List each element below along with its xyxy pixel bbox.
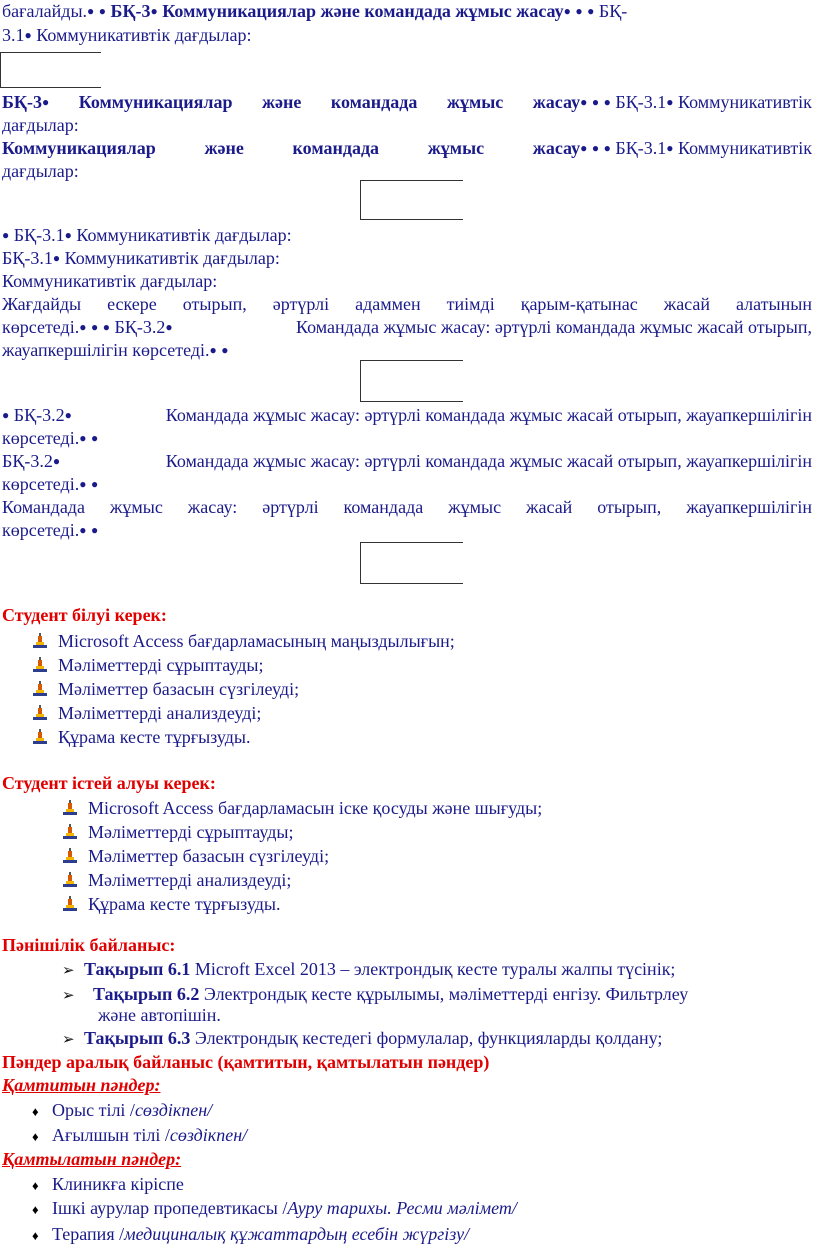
- heading-communications: Коммуникациялар және командада жұмыс жасау: [162, 1, 564, 21]
- text-assess: бағалайды.: [2, 1, 88, 21]
- text-teamwork: Командада жұмыс жасау: әртүрлі командада жұмыс жасай отырып, жауапкершілігін: [165, 451, 812, 471]
- word: Коммуникациялар: [2, 138, 156, 158]
- text-skills: Коммуникативтік дағдылар:: [76, 225, 292, 245]
- bullet-icon: ●: [41, 95, 50, 109]
- word: көрсетеді.: [2, 520, 80, 540]
- inter-sub1: Қамтитын пәндер:: [2, 1075, 161, 1095]
- subject-name: Орыс тілі /: [52, 1100, 135, 1120]
- can-text: Мәліметтерді анализдеуді;: [88, 870, 292, 890]
- bullet-icon: ●: [563, 4, 571, 18]
- can-item: [62, 869, 291, 892]
- code-bq3: БҚ-3: [110, 1, 151, 21]
- bullet-icon: ●: [580, 141, 588, 155]
- can-title: Студент істей алуы керек:: [2, 773, 216, 793]
- topic-text: Электрондық кестедегі формулалар, функцияларды қолдану;: [194, 1028, 663, 1048]
- block2-line-3: Коммуникативтік дағдылар:: [2, 271, 218, 291]
- topic-label: Тақырып 6.1: [84, 959, 191, 979]
- word: Коммуникативтік: [678, 138, 812, 158]
- pushpin-icon: [62, 848, 78, 864]
- bullet-icon: ●: [2, 228, 10, 242]
- bullet-icon: ●: [98, 4, 107, 18]
- block2-line-5: [2, 316, 812, 339]
- bullet-icon: ●: [90, 477, 99, 491]
- can-text: Microsoft Access бағдарламасын іске қосуды және шығуды;: [88, 798, 543, 818]
- text-teamwork: Командада жұмыс жасау: әртүрлі командада жұмыс жасай отырып,: [296, 317, 812, 337]
- know-item: [32, 726, 251, 749]
- subject-name: Клиникға кіріспе: [52, 1174, 184, 1194]
- block2-line-6: [2, 339, 812, 362]
- can-item: [62, 845, 329, 868]
- bullet-icon: ●: [580, 95, 588, 109]
- bullet-icon: ●: [666, 95, 674, 109]
- bullet-icon: ●: [64, 408, 72, 422]
- intra-topic-3: [62, 1027, 662, 1052]
- block3-line-6: [2, 519, 812, 542]
- know-title: Студент білуі керек:: [2, 605, 167, 625]
- bullet-icon: ●: [591, 95, 600, 109]
- bullet-icon: ●: [603, 141, 611, 155]
- topic-text: Microft Excel 2013 – электрондық кесте туралы жалпы түсінік;: [194, 959, 676, 979]
- know-item: [32, 630, 455, 653]
- bullet-icon: ●: [165, 320, 173, 334]
- diamond-icon: ♦: [32, 1228, 39, 1243]
- code-bq: БҚ-: [598, 1, 628, 21]
- block3-line-2: [2, 427, 812, 450]
- diamond-icon: ♦: [32, 1129, 39, 1144]
- can-item: [62, 893, 281, 916]
- block1-line-2: дағдылар:: [2, 115, 79, 135]
- word: жұмыс: [446, 92, 504, 112]
- bullet-icon: ●: [666, 141, 674, 155]
- bullet-icon: ●: [79, 477, 87, 491]
- bullet-icon: ●: [603, 95, 611, 109]
- code-31: БҚ-3.1: [615, 138, 667, 158]
- text-skills: Коммуникативтік дағдылар:: [36, 25, 252, 45]
- pushpin-icon: [32, 681, 48, 697]
- intra-topic-1: [62, 958, 675, 983]
- inter-item: [32, 1197, 517, 1221]
- word: жасау: [532, 138, 581, 158]
- block2-line-4: Жағдайды ескере отырып, әртүрлі адаммен тиімді қарым-қатынас жасай алатынын: [2, 294, 812, 314]
- arrow-icon: ➢: [62, 963, 75, 979]
- block2-line-2: [2, 247, 812, 270]
- diamond-icon: ♦: [32, 1104, 39, 1119]
- bullet-icon: ●: [52, 251, 61, 265]
- know-item: [32, 678, 299, 701]
- block3-line-4: [2, 473, 812, 496]
- intra-title: Пәнішілік байланыс:: [2, 935, 176, 955]
- subject-note: Ауру тарихы. Ресми мәлімет/: [287, 1198, 517, 1218]
- topic-text: Электрондық кесте құрылымы, мәліметтерді енгізу. Фильтрлеу: [203, 984, 689, 1004]
- block1-line-1: [2, 91, 812, 114]
- code-32: БҚ-3.2: [114, 317, 166, 337]
- empty-box: [360, 360, 463, 402]
- pushpin-icon: [32, 729, 48, 745]
- subject-name: Ағылшын тілі /: [52, 1125, 170, 1145]
- know-item: [32, 654, 264, 677]
- arrow-icon: ➢: [62, 1032, 75, 1048]
- pushpin-icon: [32, 657, 48, 673]
- bullet-icon: ●: [150, 4, 158, 18]
- topic-label: Тақырып 6.2: [93, 984, 200, 1004]
- inter-item: [32, 1173, 184, 1197]
- block1-line-4: дағдылар:: [2, 161, 79, 181]
- text-skills: Коммуникативтік дағдылар:: [64, 248, 280, 268]
- bullet-icon: ●: [90, 431, 99, 445]
- pushpin-icon: [62, 800, 78, 816]
- know-text: Мәліметтерді анализдеуді;: [58, 703, 262, 723]
- word: командада: [330, 92, 418, 112]
- block3-line-3: [2, 450, 812, 473]
- code-bq3: БҚ-3: [2, 92, 42, 112]
- can-item: [62, 797, 542, 820]
- subject-note: медициналық құжаттардың есебін жүргізу/: [124, 1224, 470, 1244]
- topic-text-cont: және автопішін.: [98, 1005, 221, 1025]
- bullet-icon: ●: [591, 141, 600, 155]
- word: жұмыс: [427, 138, 485, 158]
- can-text: Мәліметтер базасын сүзгілеуді;: [88, 846, 330, 866]
- know-text: Microsoft Access бағдарламасының маңыздылығын;: [58, 631, 455, 651]
- empty-box: [360, 542, 463, 584]
- bullet-icon: ●: [24, 28, 32, 42]
- word: және: [261, 92, 302, 112]
- word: Коммуникациялар: [78, 92, 233, 112]
- arrow-icon: ➢: [62, 988, 75, 1004]
- word: көрсетеді.: [2, 428, 80, 448]
- word: көрсетеді.: [2, 474, 80, 494]
- code-32: БҚ-3.2: [2, 451, 53, 471]
- bullet-icon: ●: [102, 320, 110, 334]
- pushpin-icon: [32, 633, 48, 649]
- inter-item: [32, 1223, 469, 1247]
- block2-line-1: [2, 224, 812, 247]
- pushpin-icon: [62, 896, 78, 912]
- empty-box: [0, 52, 101, 88]
- code-31: БҚ-3.1: [13, 225, 65, 245]
- block3-line-1: [2, 404, 812, 427]
- bullet-icon: ●: [52, 454, 61, 468]
- word: жасау: [532, 92, 581, 112]
- empty-box: [360, 180, 463, 220]
- bullet-icon: ●: [79, 320, 87, 334]
- bullet-icon: ●: [79, 523, 87, 537]
- inter-item: [32, 1124, 247, 1148]
- can-item: [62, 821, 294, 844]
- bullet-icon: ●: [64, 228, 72, 242]
- inter-sub2: Қамтылатын пәндер:: [2, 1149, 182, 1169]
- word: және: [204, 138, 244, 158]
- bullet-icon: ●: [587, 4, 595, 18]
- bullet-icon: ●: [87, 4, 95, 18]
- bullet-icon: ●: [209, 343, 217, 357]
- block1-line-3: [2, 137, 812, 160]
- bullet-icon: ●: [90, 320, 99, 334]
- bullet-icon: ●: [79, 431, 87, 445]
- pushpin-icon: [62, 824, 78, 840]
- code-31: 3.1: [2, 25, 25, 45]
- know-text: Құрама кесте тұрғызуды.: [58, 727, 251, 747]
- inter-item: [32, 1099, 212, 1123]
- can-text: Құрама кесте тұрғызуды.: [88, 894, 281, 914]
- subject-note: сөздікпен/: [169, 1125, 248, 1145]
- subject-name: Терапия /: [52, 1224, 125, 1244]
- top-line-2: [2, 24, 812, 47]
- pushpin-icon: [32, 705, 48, 721]
- know-text: Мәліметтерді сұрыптауды;: [58, 655, 264, 675]
- text-responsibility: жауапкершілігін көрсетеді.: [2, 340, 210, 360]
- word: командада: [292, 138, 380, 158]
- code-31: БҚ-3.1: [2, 248, 53, 268]
- bullet-icon: ●: [2, 408, 10, 422]
- code-32: БҚ-3.2: [13, 405, 65, 425]
- know-text: Мәліметтер базасын сүзгілеуді;: [58, 679, 300, 699]
- bullet-icon: ●: [221, 343, 229, 357]
- diamond-icon: ♦: [32, 1178, 39, 1193]
- word: көрсетеді.: [2, 317, 80, 337]
- word: Коммуникативтік: [677, 92, 812, 112]
- topic-label: Тақырып 6.3: [84, 1028, 191, 1048]
- inter-title: Пәндер аралық байланыс (қамтитын, қамтылатын пәндер): [2, 1052, 490, 1072]
- subject-name: Ішкі аурулар пропедевтикасы /: [52, 1198, 288, 1218]
- diamond-icon: ♦: [32, 1202, 39, 1217]
- know-item: [32, 702, 261, 725]
- can-text: Мәліметтерді сұрыптауды;: [88, 822, 294, 842]
- pushpin-icon: [62, 872, 78, 888]
- top-line-1: [2, 0, 812, 23]
- text-teamwork: Командада жұмыс жасау: әртүрлі командада жұмыс жасай отырып, жауапкершілігін: [165, 405, 812, 425]
- bullet-icon: ●: [90, 523, 99, 537]
- code-31: БҚ-3.1: [615, 92, 667, 112]
- block3-line-5: Командада жұмыс жасау: әртүрлі командада жұмыс жасай отырып, жауапкершілігін: [2, 497, 812, 517]
- bullet-icon: ●: [575, 4, 583, 18]
- subject-note: сөздікпен/: [134, 1100, 213, 1120]
